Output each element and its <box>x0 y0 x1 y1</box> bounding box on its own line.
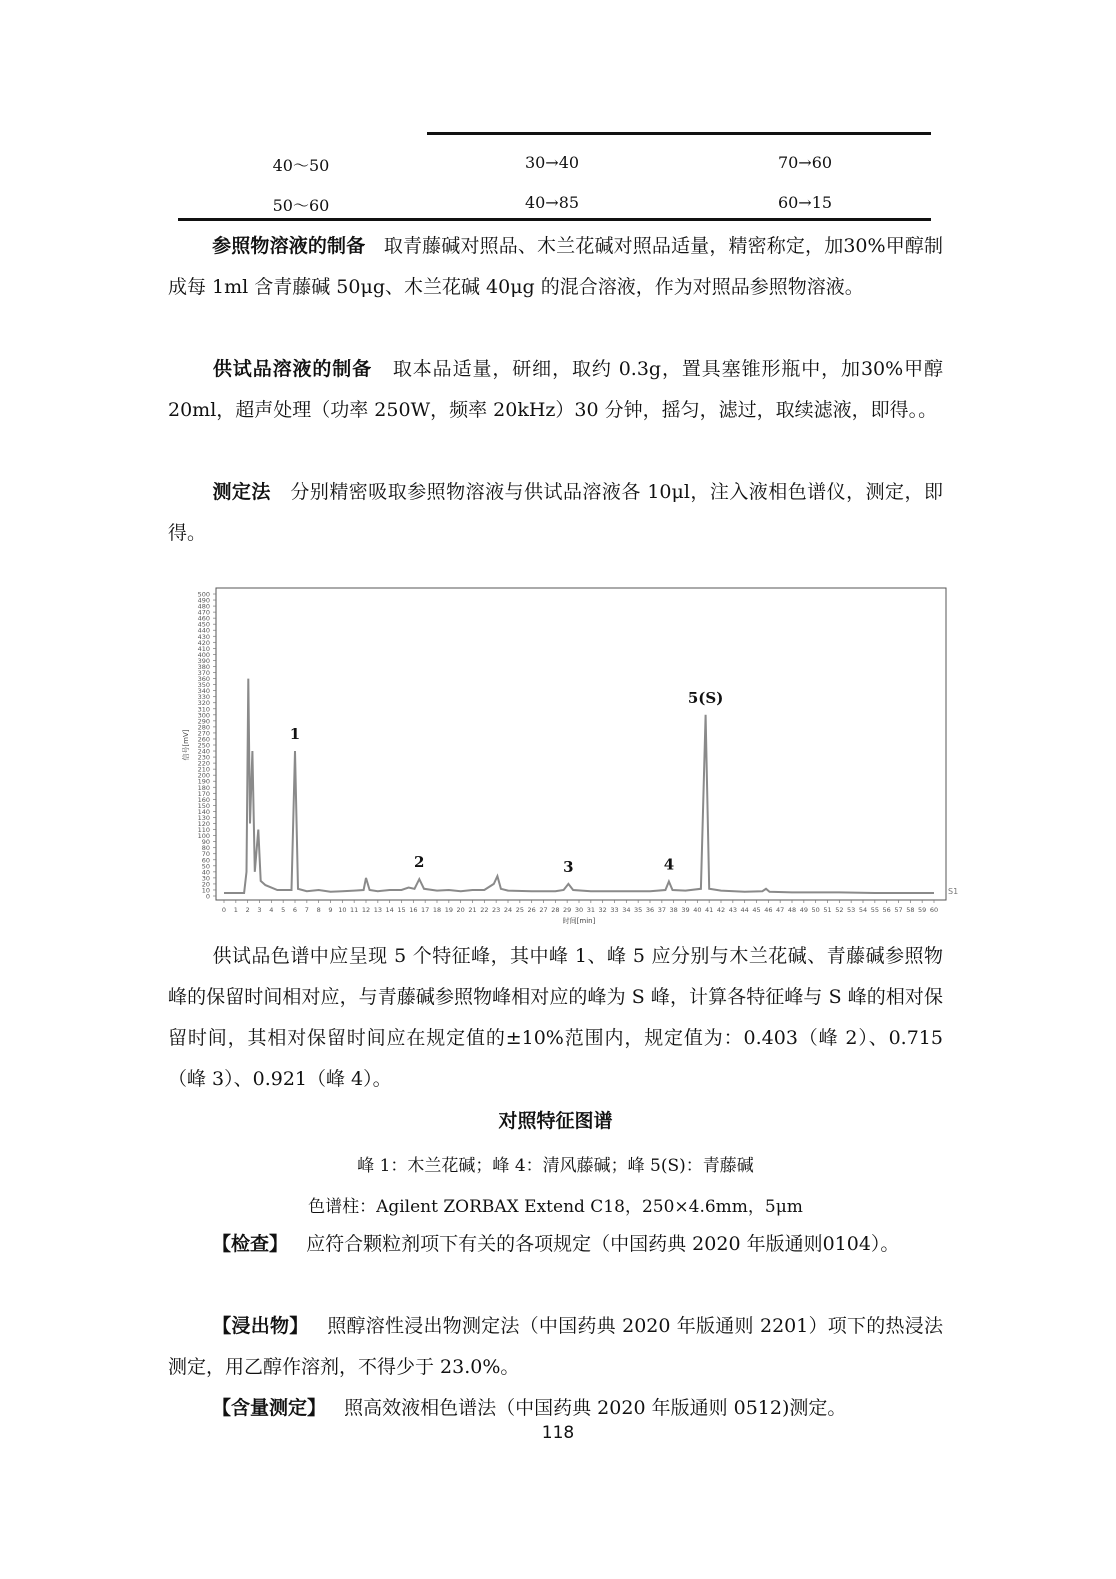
x-tick-label: 7 <box>304 906 309 914</box>
y-tick-label: 410 <box>197 644 210 653</box>
figure-caption-column: 色谱柱：Agilent ZORBAX Extend C18，250×4.6mm，5μm <box>308 1197 803 1217</box>
table-cell: 70→60 <box>777 153 833 172</box>
y-tick-label: 470 <box>197 608 210 617</box>
y-tick-label: 500 <box>197 590 210 599</box>
y-tick-label: 210 <box>197 765 210 774</box>
x-tick-label: 56 <box>882 906 891 914</box>
y-tick-label: 190 <box>197 777 210 786</box>
y-tick-label: 50 <box>201 862 210 871</box>
y-tick-label: 450 <box>197 620 210 629</box>
x-axis-label: 时间[min] <box>562 917 596 925</box>
x-tick-label: 42 <box>716 906 726 914</box>
x-tick-label: 48 <box>787 906 797 914</box>
y-tick-label: 70 <box>201 850 210 859</box>
y-tick-label: 120 <box>197 820 210 829</box>
x-tick-label: 53 <box>847 906 856 914</box>
x-tick-label: 27 <box>539 906 548 914</box>
x-tick-label: 52 <box>835 906 844 914</box>
peak-label: 5(S) <box>687 688 724 707</box>
x-tick-label: 47 <box>776 906 785 914</box>
y-tick-label: 80 <box>201 844 210 853</box>
figure-caption-title: 对照特征图谱 <box>498 1110 613 1132</box>
y-tick-label: 390 <box>197 656 210 665</box>
x-tick-label: 39 <box>681 906 690 914</box>
y-tick-label: 360 <box>197 675 210 684</box>
x-tick-label: 50 <box>811 906 820 914</box>
table-bottom-rule <box>178 218 931 221</box>
x-tick-label: 44 <box>740 906 749 914</box>
x-tick-label: 23 <box>492 906 501 914</box>
table-cell: 60→15 <box>777 193 833 212</box>
table-cell: 30→40 <box>524 153 580 172</box>
page-number: 118 <box>541 1423 575 1443</box>
x-tick-label: 25 <box>515 906 524 914</box>
x-tick-label: 9 <box>328 906 333 914</box>
peak-label: 3 <box>563 857 574 876</box>
x-tick-label: 16 <box>409 906 418 914</box>
x-tick-label: 18 <box>432 906 442 914</box>
x-tick-label: 57 <box>894 906 903 914</box>
x-tick-label: 28 <box>551 906 560 914</box>
result-text: 供试品色谱中应呈现 5 个特征峰，其中峰 1、峰 5 应分别与木兰花碱、青藤碱参照物峰的保留时间相对应，与青藤碱参照物峰相对应的峰为 S 峰，计算各特征峰与 S 峰的相对保留时间，其相对保留时间应在规定值的±10%范围内，规定值为：0.403（峰 2）、0.715（峰 3）、0.921（峰 4）。 <box>168 945 943 1090</box>
y-tick-label: 300 <box>197 711 210 720</box>
y-tick-label: 340 <box>197 687 210 696</box>
y-tick-label: 260 <box>197 735 210 744</box>
x-tick-label: 19 <box>444 906 453 914</box>
y-tick-label: 290 <box>197 717 210 726</box>
y-tick-label: 320 <box>197 699 210 708</box>
extract-title: 【浸出物】 <box>212 1315 309 1337</box>
x-tick-label: 32 <box>598 906 607 914</box>
y-tick-label: 330 <box>197 693 210 702</box>
y-tick-label: 10 <box>201 886 210 895</box>
x-tick-label: 43 <box>728 906 737 914</box>
y-tick-label: 250 <box>197 741 210 750</box>
x-tick-label: 55 <box>870 906 879 914</box>
method-paragraph <box>168 472 943 554</box>
y-tick-label: 400 <box>197 650 210 659</box>
table-cell: 40～50 <box>272 156 330 175</box>
ref-solution-title: 参照物溶液的制备 <box>212 235 366 257</box>
x-tick-label: 33 <box>610 906 619 914</box>
x-tick-label: 58 <box>906 906 915 914</box>
y-tick-label: 30 <box>201 874 210 883</box>
x-tick-label: 2 <box>245 906 250 914</box>
extract-text: 照醇溶性浸出物测定法（中国药典 2020 年版通则 2201）项下的热浸法测定，用乙醇作溶剂，不得少于 23.0%。 <box>168 1315 944 1378</box>
ref-solution-paragraph <box>168 226 943 308</box>
chromatogram <box>168 580 958 925</box>
figure-caption-peaks: 峰 1：木兰花碱；峰 4：清风藤碱；峰 5(S)：青藤碱 <box>357 1156 754 1176</box>
y-tick-label: 370 <box>197 669 210 678</box>
x-tick-label: 41 <box>705 906 714 914</box>
y-tick-label: 240 <box>197 747 210 756</box>
x-tick-label: 30 <box>574 906 584 914</box>
x-tick-label: 3 <box>257 906 262 914</box>
x-tick-label: 54 <box>858 906 868 914</box>
y-tick-label: 220 <box>197 759 210 768</box>
y-tick-label: 90 <box>201 838 210 847</box>
check-paragraph <box>168 1224 943 1265</box>
x-tick-label: 46 <box>764 906 773 914</box>
x-tick-label: 37 <box>657 906 666 914</box>
x-tick-label: 35 <box>634 906 643 914</box>
peak-label: 4 <box>663 855 675 874</box>
x-tick-label: 51 <box>823 906 832 914</box>
y-tick-label: 200 <box>197 771 210 780</box>
y-tick-label: 440 <box>197 626 210 635</box>
y-tick-label: 310 <box>197 705 210 714</box>
x-tick-label: 15 <box>397 906 406 914</box>
x-tick-label: 13 <box>373 906 382 914</box>
x-tick-label: 36 <box>645 906 655 914</box>
extract-paragraph <box>168 1306 943 1388</box>
y-tick-label: 40 <box>201 868 210 877</box>
x-tick-label: 1 <box>233 906 238 914</box>
peak-label: 2 <box>414 853 425 872</box>
y-tick-label: 60 <box>201 856 210 865</box>
x-tick-label: 8 <box>316 906 321 914</box>
x-tick-label: 11 <box>350 906 359 914</box>
x-tick-label: 20 <box>456 906 465 914</box>
check-text: 应符合颗粒剂项下有关的各项规定（中国药典 2020 年版通则0104）。 <box>306 1233 900 1255</box>
y-tick-label: 140 <box>197 807 210 816</box>
x-tick-label: 59 <box>918 906 927 914</box>
y-tick-label: 270 <box>197 729 210 738</box>
y-tick-label: 160 <box>197 795 210 804</box>
test-solution-title: 供试品溶液的制备 <box>212 358 373 380</box>
y-axis-label: 信号[mV] <box>182 729 190 761</box>
test-solution-paragraph <box>168 349 943 431</box>
chromatogram-svg <box>168 580 958 925</box>
y-tick-label: 0 <box>205 892 210 901</box>
y-tick-label: 480 <box>197 602 210 611</box>
x-tick-label: 21 <box>468 906 477 914</box>
x-tick-label: 38 <box>669 906 678 914</box>
peak-label: 1 <box>289 725 301 744</box>
plot-frame <box>216 588 946 900</box>
x-tick-label: 5 <box>281 906 286 914</box>
y-tick-label: 150 <box>197 801 210 810</box>
check-title: 【检查】 <box>212 1233 289 1255</box>
x-tick-label: 31 <box>586 906 595 914</box>
y-tick-label: 350 <box>197 681 210 690</box>
x-tick-label: 17 <box>421 906 430 914</box>
y-tick-label: 230 <box>197 753 210 762</box>
x-tick-label: 26 <box>527 906 536 914</box>
method-text: 分别精密吸取参照物溶液与供试品溶液各 10μl，注入液相色谱仪，测定，即得。 <box>168 481 943 544</box>
table-cell: 50～60 <box>272 196 330 215</box>
x-tick-label: 10 <box>338 906 347 914</box>
test-solution-text: 取本品适量，研细，取约 0.3g，置具塞锥形瓶中，加30%甲醇 20ml，超声处理（功率 250W，频率 20kHz）30 分钟，摇匀，滤过，取续滤液，即得。。 <box>168 358 943 421</box>
x-tick-label: 40 <box>693 906 702 914</box>
y-tick-label: 380 <box>197 662 210 671</box>
x-tick-label: 29 <box>563 906 572 914</box>
x-tick-label: 22 <box>480 906 489 914</box>
y-tick-label: 130 <box>197 813 210 822</box>
x-tick-label: 34 <box>622 906 631 914</box>
x-tick-label: 49 <box>799 906 808 914</box>
y-tick-label: 430 <box>197 632 210 641</box>
x-tick-label: 12 <box>361 906 371 914</box>
ref-solution-text: 取青藤碱对照品、木兰花碱对照品适量，精密称定，加30%甲醇制成每 1ml 含青藤碱 50μg、木兰花碱 40μg 的混合溶液，作为对照品参照物溶液。 <box>168 235 944 298</box>
table-cell: 40→85 <box>524 193 580 212</box>
legend-label: S1 <box>948 887 958 897</box>
y-tick-label: 490 <box>197 596 210 605</box>
result-paragraph <box>168 936 943 1100</box>
assay-title: 【含量测定】 <box>212 1397 327 1419</box>
x-tick-label: 6 <box>292 906 298 914</box>
y-tick-label: 180 <box>197 783 210 792</box>
table-row <box>178 153 931 183</box>
x-tick-label: 60 <box>929 906 939 914</box>
x-tick-label: 0 <box>221 906 227 914</box>
series-line-s1 <box>224 679 934 893</box>
y-tick-label: 170 <box>197 789 210 798</box>
y-tick-label: 20 <box>201 880 210 889</box>
x-tick-label: 4 <box>269 906 274 914</box>
x-tick-label: 14 <box>385 906 394 914</box>
y-tick-label: 100 <box>197 832 210 841</box>
y-tick-label: 460 <box>197 614 210 623</box>
x-tick-label: 45 <box>752 906 761 914</box>
table-top-rule <box>427 132 931 135</box>
y-tick-label: 420 <box>197 638 210 647</box>
method-title: 测定法 <box>212 481 271 503</box>
x-tick-label: 24 <box>503 906 513 914</box>
y-tick-label: 110 <box>197 826 210 835</box>
assay-text: 照高效液相色谱法（中国药典 2020 年版通则 0512)测定。 <box>344 1397 847 1419</box>
y-tick-label: 280 <box>197 723 210 732</box>
